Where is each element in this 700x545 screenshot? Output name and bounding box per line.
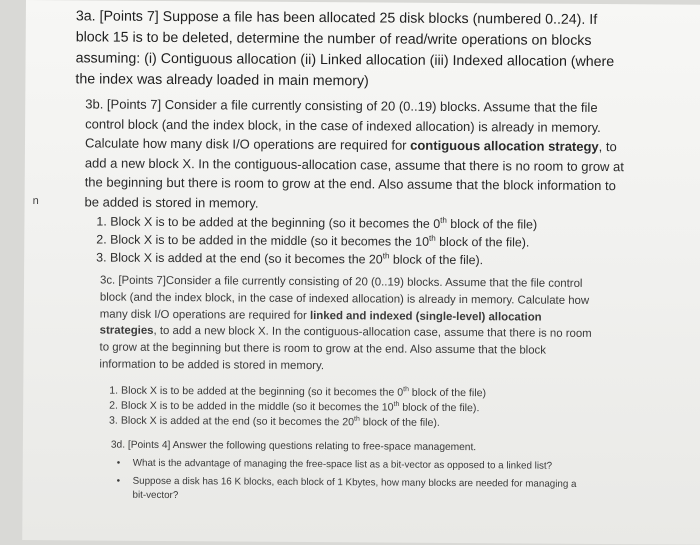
question-3c: [99, 273, 600, 377]
question-3b-bold: contiguous allocation strategy: [410, 137, 599, 155]
edge-mark: n: [32, 195, 39, 208]
bullet-icon: •: [116, 457, 121, 469]
question-3c-list: [109, 384, 589, 433]
question-3a: 3a. [Points 7] Suppose a file has been allocated 25 disk blocks (numbered 0..24). If block 15 is to be deleted, determine the number of read/write operations on blocks assuming: (i) Contiguous allocation (ii) Linked allocation (iii) Indexed allocation (where the index was already loaded in main memory): [75, 8, 615, 90]
question-3b-text-1: 3b. [Points 7] Consider a file currently consisting of 20 (0..19) blocks. Assume that the file control block (and the index block, in the case of indexed allocation) is already in memory. Calculate how many disk I/O operations are required for: [84, 96, 601, 153]
list-item: 3. Block X is added at the end (so it becomes the 20th block of the file).: [96, 250, 484, 268]
question-3c-text-1: 3c. [Points 7]Consider a file currently consisting of 20 (0..19) blocks. Assume that the file control block (and the index block, in the case of indexed allocation) is already in memory. Calculate how many disk I/O operations are required for: [99, 274, 590, 322]
document-page: [22, 0, 700, 545]
bullet-icon: •: [116, 475, 121, 487]
question-3c-bold: linked and indexed (single-level) allocation strategies: [99, 309, 542, 338]
list-item: • Suppose a disk has 16 K blocks, each block of 1 Kbytes, how many blocks are needed for managing a bit-vector?: [116, 475, 577, 502]
question-3d: 3d. [Points 4] Answer the following questions relating to free-space management.: [110, 439, 477, 454]
list-item: 1. Block X is to be added at the beginning (so it becomes the 0th block of the file): [96, 214, 538, 232]
question-3d-list: [116, 457, 586, 510]
question-3c-text-2: , to add a new block X. In the contiguous-allocation case, assume that there is no room to grow at the beginning but there is room to grow at the end. Also assume that the block information to be added is stored in memory.: [99, 325, 592, 373]
list-item: 2. Block X is to be added in the middle (so it becomes the 10th block of the file).: [109, 399, 480, 415]
list-item: 1. Block X is to be added at the beginning (so it becomes the 0th block of the file): [109, 384, 487, 400]
list-item: • What is the advantage of managing the free-space list as a bit-vector as opposed to a linked list?: [116, 457, 553, 472]
question-3b-list: [96, 212, 616, 270]
list-item: 2. Block X is to be added in the middle (so it becomes the 10th block of the file).: [96, 232, 530, 250]
question-3b: [85, 94, 626, 215]
question-3b-text-2: , to add a new block X. In the contiguous-allocation case, assume that there is no room to grow at the beginning but there is room to grow at the end. Also assume that the block information to be added is stored in memory.: [84, 139, 625, 211]
list-item: 3. Block X is added at the end (so it becomes the 20th block of the file).: [109, 414, 440, 430]
